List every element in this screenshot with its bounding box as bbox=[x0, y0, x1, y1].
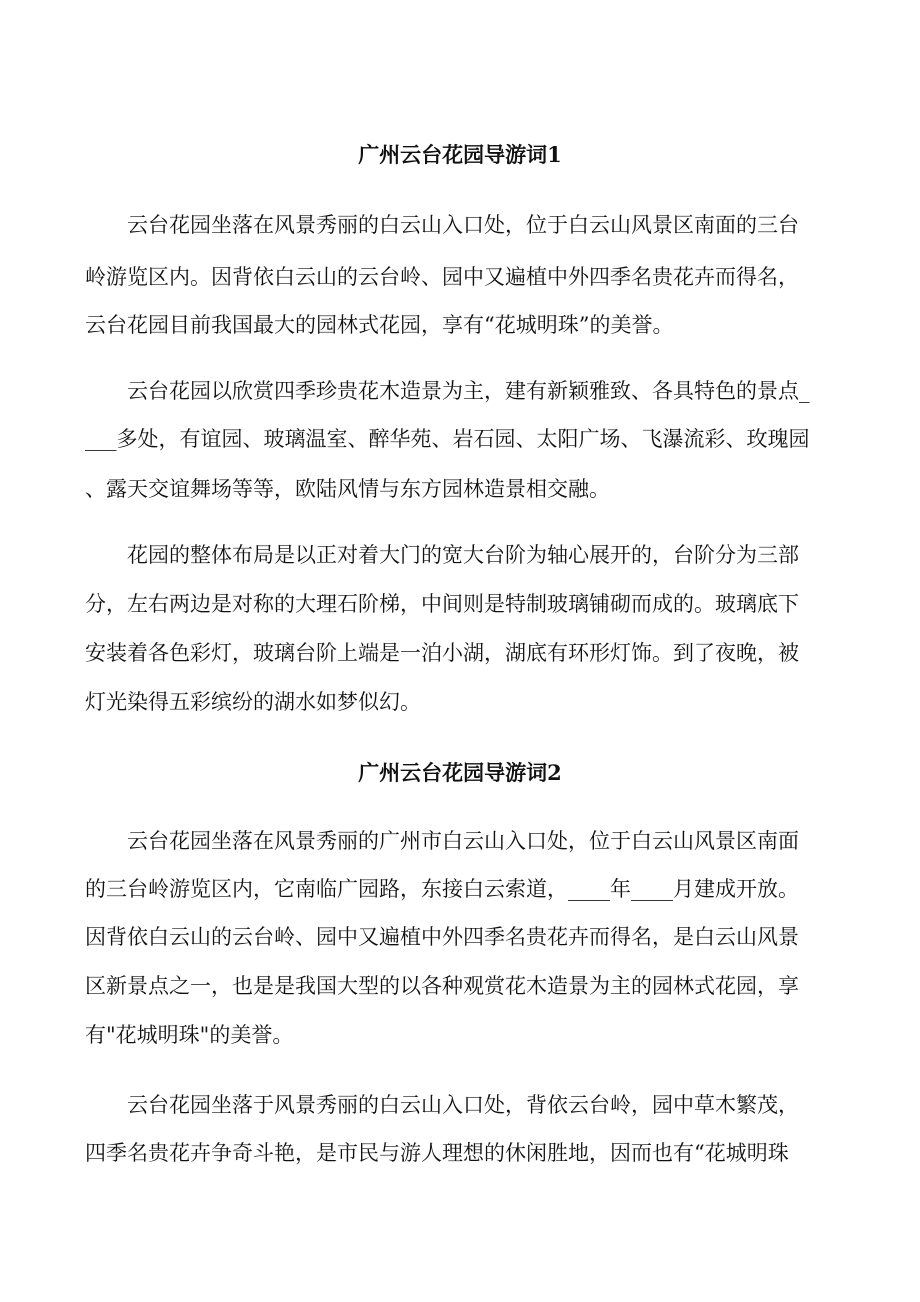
paragraph-line: 分，左右两边是对称的大理石阶梯，中间则是特制玻璃铺砌而成的。玻璃底下 bbox=[85, 592, 799, 616]
paragraph-line: 、露天交谊舞场等等，欧陆风情与东方园林造景相交融。 bbox=[85, 477, 610, 501]
paragraph-line: 的三台岭游览区内，它南临广园路，东接白云索道，____年____月建成开放。 bbox=[85, 877, 799, 901]
section1-title: 广州云台花园导游词1 bbox=[358, 142, 562, 167]
paragraph-line: 云台花园坐落在风景秀丽的广州市白云山入口处，位于白云山风景区南面 bbox=[127, 829, 799, 853]
paragraph-line: 区新景点之一，也是是我国大型的以各种观赏花木造景为主的园林式花园，享 bbox=[85, 974, 799, 998]
paragraph-line: 花园的整体布局是以正对着大门的宽大台阶为轴心展开的，台阶分为三部 bbox=[127, 543, 799, 567]
paragraph-line: 有"花城明珠"的美誉。 bbox=[85, 1023, 294, 1047]
paragraph-line: 云台花园目前我国最大的园林式花园，享有“花城明珠”的美誉。 bbox=[85, 313, 674, 337]
paragraph-line: ___多处，有谊园、玻璃温室、醉华苑、岩石园、太阳广场、飞瀑流彩、玫瑰园 bbox=[85, 427, 810, 451]
paragraph-line: 灯光染得五彩缤纷的湖水如梦似幻。 bbox=[85, 690, 421, 714]
paragraph-line: 云台花园坐落在风景秀丽的白云山入口处，位于白云山风景区南面的三台 bbox=[127, 213, 799, 237]
paragraph-line: 因背依白云山的云台岭、园中又遍植中外四季名贵花卉而得名，是白云山风景 bbox=[85, 925, 799, 949]
paragraph-line: 云台花园以欣赏四季珍贵花木造景为主，建有新颖雅致、各具特色的景点_ bbox=[127, 379, 810, 403]
section2-title: 广州云台花园导游词2 bbox=[358, 760, 562, 785]
paragraph-line: 四季名贵花卉争奇斗艳，是市民与游人理想的休闲胜地，因而也有“花城明珠 bbox=[85, 1141, 789, 1165]
paragraph-line: 云台花园坐落于风景秀丽的白云山入口处，背依云台岭，园中草木繁茂， bbox=[127, 1093, 799, 1117]
paragraph-line: 安装着各色彩灯，玻璃台阶上端是一泊小湖，湖底有环形灯饰。到了夜晚，被 bbox=[85, 641, 799, 665]
paragraph-line: 岭游览区内。因背依白云山的云台岭、园中又遍植中外四季名贵花卉而得名， bbox=[85, 265, 799, 289]
